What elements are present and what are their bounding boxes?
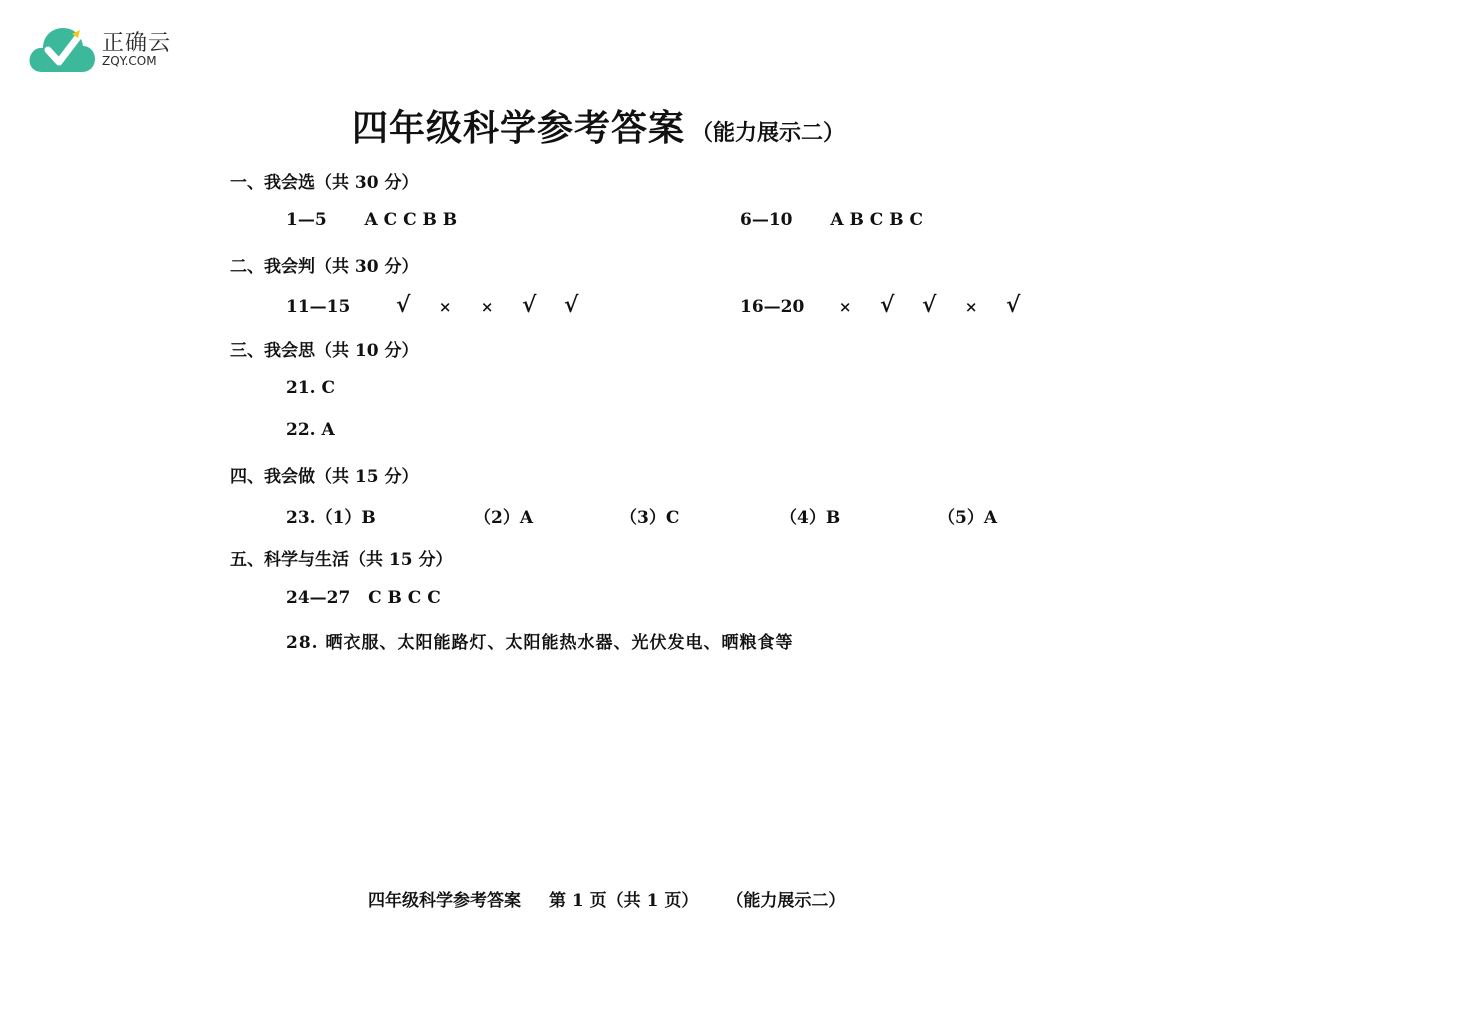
- footer-page-number: 第 1 页（共 1 页）: [549, 891, 699, 911]
- check-mark-icon: √: [395, 292, 411, 318]
- title-sub: （能力展示二）: [691, 120, 846, 146]
- check-mark-icon: √: [921, 292, 937, 318]
- section-heading-2: 二、我会判（共 30 分）: [230, 257, 419, 277]
- section-heading-1: 一、我会选（共 30 分）: [230, 173, 419, 193]
- section-heading-3: 三、我会思（共 10 分）: [230, 341, 419, 361]
- section-heading-5: 五、科学与生活（共 15 分）: [230, 550, 453, 570]
- cloud-check-icon: [28, 22, 96, 74]
- section-heading-4: 四、我会做（共 15 分）: [230, 467, 419, 487]
- answer-item-23-2: （2）A: [474, 508, 534, 528]
- brand-logo: [28, 22, 178, 74]
- answer-range-label: 6—10: [740, 210, 793, 230]
- answer-item-23-3: （3）C: [620, 508, 680, 528]
- cross-mark-icon: ×: [480, 298, 494, 316]
- answer-range-label: 1—5: [286, 210, 327, 230]
- answer-item-23-1: 23.（1）B: [286, 508, 376, 528]
- brand-domain: ZQY.COM: [102, 54, 157, 68]
- page-footer: [368, 886, 845, 911]
- answer-item-23-4: （4）B: [780, 508, 841, 528]
- title-main: 四年级科学参考答案: [352, 107, 686, 149]
- answer-row-6-10: [740, 210, 923, 230]
- check-mark-icon: √: [521, 292, 537, 318]
- brand-name: 正确云: [102, 31, 172, 56]
- answer-item-23-5: （5）A: [938, 508, 998, 528]
- answer-range-label: 11—15: [286, 297, 351, 317]
- answer-item-22: 22. A: [286, 420, 335, 440]
- check-mark-icon: √: [563, 292, 579, 318]
- answer-row-16-20: [740, 292, 1040, 318]
- answer-row-11-15: [286, 292, 598, 318]
- check-mark-icon: √: [879, 292, 895, 318]
- answer-letters: A B C B C: [830, 210, 924, 230]
- check-mark-icon: √: [1005, 292, 1021, 318]
- cross-mark-icon: ×: [438, 298, 452, 316]
- answer-range-label: 16—20: [740, 297, 805, 317]
- footer-title: 四年级科学参考答案: [368, 891, 521, 911]
- footer-subtitle: （能力展示二）: [726, 891, 846, 911]
- answer-item-24-27: 24—27 C B C C: [286, 588, 441, 608]
- answer-letters: A C C B B: [364, 210, 458, 230]
- cross-mark-icon: ×: [964, 298, 978, 316]
- cross-mark-icon: ×: [838, 298, 852, 316]
- answer-row-1-5: [286, 210, 457, 230]
- page-title: [352, 100, 845, 151]
- answer-item-21: 21. C: [286, 378, 336, 398]
- answer-item-28: 28. 晒衣服、太阳能路灯、太阳能热水器、光伏发电、晒粮食等: [286, 633, 794, 653]
